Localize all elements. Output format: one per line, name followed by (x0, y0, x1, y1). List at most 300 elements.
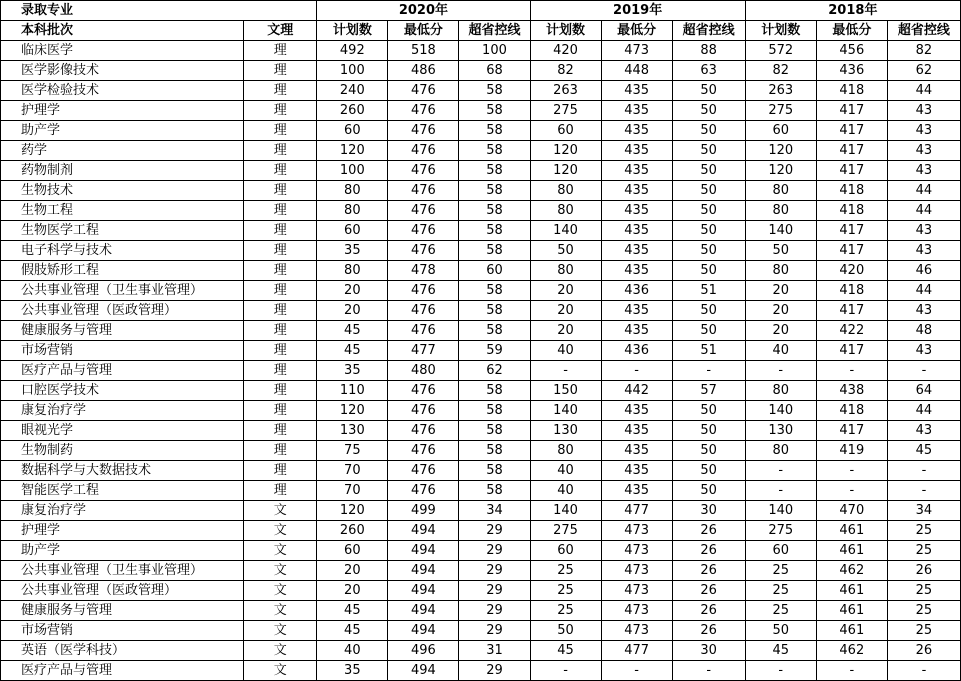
over-control-2018: 48 (887, 321, 960, 341)
plan-count-2019: 40 (530, 341, 601, 361)
min-score-2019: 435 (601, 201, 672, 221)
plan-count-2020: 75 (317, 441, 388, 461)
min-score-2020: 476 (388, 321, 459, 341)
min-score-header-2020: 最低分 (388, 21, 459, 41)
over-control-2018: 43 (887, 341, 960, 361)
plan-count-2018: 140 (745, 401, 816, 421)
plan-count-2020: 100 (317, 161, 388, 181)
min-score-2019: 435 (601, 321, 672, 341)
min-score-2020: 486 (388, 61, 459, 81)
plan-count-2019: 45 (530, 641, 601, 661)
type-cell: 理 (244, 161, 317, 181)
over-control-2019: 26 (672, 521, 745, 541)
over-control-2020: 58 (459, 221, 530, 241)
min-score-2020: 499 (388, 501, 459, 521)
table-row (1, 81, 961, 101)
plan-count-2018: 120 (745, 161, 816, 181)
over-control-2020: 58 (459, 101, 530, 121)
table-body (1, 41, 961, 681)
plan-count-2018: 572 (745, 41, 816, 61)
over-control-2020: 58 (459, 141, 530, 161)
type-cell: 理 (244, 201, 317, 221)
plan-count-2020: 45 (317, 341, 388, 361)
over-control-header-2020: 超省控线 (459, 21, 530, 41)
over-control-2018: - (887, 661, 960, 681)
type-cell: 理 (244, 481, 317, 501)
plan-count-2018: 50 (745, 621, 816, 641)
over-control-2019: 50 (672, 221, 745, 241)
plan-count-2019: 60 (530, 541, 601, 561)
min-score-2019: - (601, 361, 672, 381)
min-score-2018: 470 (816, 501, 887, 521)
table-row (1, 321, 961, 341)
plan-count-header-2018: 计划数 (745, 21, 816, 41)
plan-count-2020: 240 (317, 81, 388, 101)
type-cell: 理 (244, 341, 317, 361)
plan-count-2020: 260 (317, 521, 388, 541)
major-cell: 公共事业管理（医政管理） (1, 581, 244, 601)
plan-count-2019: 25 (530, 561, 601, 581)
table-row (1, 541, 961, 561)
plan-count-2020: 20 (317, 581, 388, 601)
plan-count-2018: 25 (745, 601, 816, 621)
over-control-2019: 50 (672, 121, 745, 141)
plan-count-2020: 120 (317, 141, 388, 161)
major-cell: 眼视光学 (1, 421, 244, 441)
min-score-2020: 494 (388, 621, 459, 641)
min-score-2019: 442 (601, 381, 672, 401)
over-control-2019: 50 (672, 301, 745, 321)
table-row (1, 661, 961, 681)
min-score-2018: 456 (816, 41, 887, 61)
plan-count-2020: 40 (317, 641, 388, 661)
table-row (1, 441, 961, 461)
major-cell: 数据科学与大数据技术 (1, 461, 244, 481)
min-score-2018: 422 (816, 321, 887, 341)
plan-count-2019: 80 (530, 441, 601, 461)
min-score-2018: 418 (816, 281, 887, 301)
over-control-2019: 88 (672, 41, 745, 61)
type-cell: 文 (244, 581, 317, 601)
over-control-2020: 58 (459, 321, 530, 341)
type-cell: 理 (244, 81, 317, 101)
table-row (1, 101, 961, 121)
over-control-2019: 50 (672, 181, 745, 201)
over-control-2018: 26 (887, 641, 960, 661)
min-score-2019: 473 (601, 541, 672, 561)
min-score-2019: 435 (601, 101, 672, 121)
plan-count-2018: 80 (745, 261, 816, 281)
plan-count-2020: 35 (317, 361, 388, 381)
min-score-2019: - (601, 661, 672, 681)
min-score-2018: 462 (816, 561, 887, 581)
min-score-2018: 462 (816, 641, 887, 661)
min-score-2019: 435 (601, 121, 672, 141)
over-control-2018: 25 (887, 621, 960, 641)
over-control-2019: 50 (672, 161, 745, 181)
min-score-2019: 473 (601, 601, 672, 621)
min-score-2018: 461 (816, 521, 887, 541)
type-cell: 理 (244, 141, 317, 161)
over-control-2018: 43 (887, 101, 960, 121)
over-control-2019: 30 (672, 641, 745, 661)
over-control-2020: 58 (459, 301, 530, 321)
over-control-2020: 58 (459, 81, 530, 101)
table-row (1, 161, 961, 181)
min-score-2020: 494 (388, 561, 459, 581)
type-cell: 文 (244, 521, 317, 541)
over-control-2018: 43 (887, 121, 960, 141)
min-score-2018: 417 (816, 121, 887, 141)
min-score-2020: 477 (388, 341, 459, 361)
over-control-2020: 29 (459, 621, 530, 641)
min-score-2020: 494 (388, 521, 459, 541)
min-score-2019: 435 (601, 421, 672, 441)
plan-count-2020: 120 (317, 401, 388, 421)
plan-count-2018: 60 (745, 541, 816, 561)
over-control-2020: 58 (459, 241, 530, 261)
type-cell: 文 (244, 601, 317, 621)
over-control-2020: 68 (459, 61, 530, 81)
min-score-2018: 461 (816, 541, 887, 561)
over-control-2019: 50 (672, 241, 745, 261)
major-cell: 公共事业管理（医政管理） (1, 301, 244, 321)
table-row (1, 461, 961, 481)
plan-count-2020: 20 (317, 301, 388, 321)
over-control-2020: 29 (459, 541, 530, 561)
plan-count-2019: 20 (530, 281, 601, 301)
plan-count-2018: - (745, 481, 816, 501)
min-score-2018: 417 (816, 161, 887, 181)
plan-count-2020: 260 (317, 101, 388, 121)
plan-count-2018: 80 (745, 381, 816, 401)
over-control-2018: 34 (887, 501, 960, 521)
min-score-2019: 448 (601, 61, 672, 81)
table-row (1, 181, 961, 201)
table-row (1, 201, 961, 221)
over-control-2020: 60 (459, 261, 530, 281)
plan-count-2019: 20 (530, 301, 601, 321)
min-score-2020: 476 (388, 241, 459, 261)
major-cell: 药学 (1, 141, 244, 161)
table-row (1, 421, 961, 441)
plan-count-2019: 140 (530, 501, 601, 521)
over-control-2020: 58 (459, 401, 530, 421)
over-control-2019: 63 (672, 61, 745, 81)
min-score-2019: 477 (601, 501, 672, 521)
over-control-2020: 59 (459, 341, 530, 361)
min-score-2018: 417 (816, 301, 887, 321)
min-score-2019: 435 (601, 301, 672, 321)
type-header: 文理 (244, 21, 317, 41)
type-cell: 理 (244, 321, 317, 341)
table-row (1, 61, 961, 81)
plan-count-2019: 80 (530, 181, 601, 201)
major-cell: 生物工程 (1, 201, 244, 221)
over-control-2018: 46 (887, 261, 960, 281)
over-control-2019: 50 (672, 261, 745, 281)
over-control-2019: 50 (672, 81, 745, 101)
table-row (1, 41, 961, 61)
type-cell: 理 (244, 221, 317, 241)
min-score-2020: 476 (388, 181, 459, 201)
over-control-2018: 45 (887, 441, 960, 461)
over-control-2020: 58 (459, 381, 530, 401)
over-control-2018: 43 (887, 241, 960, 261)
min-score-2019: 435 (601, 81, 672, 101)
over-control-2020: 29 (459, 581, 530, 601)
over-control-2018: 44 (887, 81, 960, 101)
min-score-2020: 476 (388, 401, 459, 421)
over-control-2019: 50 (672, 101, 745, 121)
over-control-2018: 26 (887, 561, 960, 581)
min-score-2018: 417 (816, 341, 887, 361)
type-cell: 理 (244, 361, 317, 381)
over-control-2019: 26 (672, 621, 745, 641)
over-control-2018: 43 (887, 141, 960, 161)
over-control-2019: 57 (672, 381, 745, 401)
over-control-2018: - (887, 361, 960, 381)
min-score-2019: 435 (601, 441, 672, 461)
plan-count-2019: 275 (530, 521, 601, 541)
over-control-2019: 51 (672, 341, 745, 361)
type-cell: 理 (244, 401, 317, 421)
min-score-2020: 478 (388, 261, 459, 281)
min-score-2018: 438 (816, 381, 887, 401)
major-cell: 假肢矫形工程 (1, 261, 244, 281)
type-cell: 文 (244, 621, 317, 641)
min-score-2018: 436 (816, 61, 887, 81)
plan-count-2018: 130 (745, 421, 816, 441)
min-score-2020: 494 (388, 661, 459, 681)
plan-count-2018: 20 (745, 301, 816, 321)
plan-count-2020: 20 (317, 281, 388, 301)
over-control-header-2018: 超省控线 (887, 21, 960, 41)
table-row (1, 581, 961, 601)
plan-count-2018: 140 (745, 221, 816, 241)
year-2018-header: 2018年 (745, 1, 960, 21)
year-2019-header: 2019年 (530, 1, 745, 21)
over-control-2018: 44 (887, 281, 960, 301)
plan-count-2020: 80 (317, 181, 388, 201)
plan-count-2019: 120 (530, 161, 601, 181)
type-cell: 理 (244, 301, 317, 321)
plan-count-2019: 40 (530, 461, 601, 481)
min-score-2019: 436 (601, 281, 672, 301)
over-control-2019: - (672, 361, 745, 381)
min-score-2019: 473 (601, 561, 672, 581)
table-row (1, 501, 961, 521)
type-cell: 文 (244, 661, 317, 681)
min-score-2019: 435 (601, 241, 672, 261)
plan-count-2018: 80 (745, 441, 816, 461)
over-control-2018: 44 (887, 201, 960, 221)
min-score-2018: - (816, 361, 887, 381)
major-header: 录取专业 (1, 1, 317, 21)
over-control-2020: 58 (459, 421, 530, 441)
over-control-2018: 25 (887, 581, 960, 601)
plan-count-2019: 420 (530, 41, 601, 61)
min-score-2020: 476 (388, 81, 459, 101)
over-control-2019: 26 (672, 601, 745, 621)
min-score-2020: 518 (388, 41, 459, 61)
type-cell: 理 (244, 101, 317, 121)
min-score-2018: 418 (816, 81, 887, 101)
min-score-2020: 476 (388, 421, 459, 441)
major-cell: 康复治疗学 (1, 501, 244, 521)
min-score-2019: 435 (601, 481, 672, 501)
over-control-2018: 25 (887, 541, 960, 561)
min-score-2019: 473 (601, 581, 672, 601)
plan-count-2020: 110 (317, 381, 388, 401)
over-control-2018: 44 (887, 401, 960, 421)
over-control-2018: 25 (887, 521, 960, 541)
min-score-2018: - (816, 661, 887, 681)
over-control-2020: 29 (459, 521, 530, 541)
min-score-2019: 435 (601, 161, 672, 181)
plan-count-2019: 80 (530, 201, 601, 221)
table-row (1, 601, 961, 621)
header-row-years (1, 1, 961, 21)
plan-count-2020: 80 (317, 261, 388, 281)
over-control-2019: 26 (672, 541, 745, 561)
type-cell: 文 (244, 541, 317, 561)
plan-count-2018: - (745, 461, 816, 481)
over-control-2018: 64 (887, 381, 960, 401)
plan-count-2019: 120 (530, 141, 601, 161)
plan-count-2020: 45 (317, 321, 388, 341)
over-control-2018: 43 (887, 301, 960, 321)
type-cell: 理 (244, 281, 317, 301)
plan-count-2020: 70 (317, 481, 388, 501)
plan-count-2018: - (745, 661, 816, 681)
plan-count-2019: 60 (530, 121, 601, 141)
min-score-2020: 476 (388, 481, 459, 501)
plan-count-2018: 25 (745, 561, 816, 581)
plan-count-2020: 130 (317, 421, 388, 441)
plan-count-2019: 50 (530, 621, 601, 641)
major-cell: 电子科学与技术 (1, 241, 244, 261)
over-control-2018: 43 (887, 421, 960, 441)
table-row (1, 281, 961, 301)
plan-count-2020: 70 (317, 461, 388, 481)
major-cell: 医疗产品与管理 (1, 661, 244, 681)
min-score-2020: 480 (388, 361, 459, 381)
major-cell: 助产学 (1, 541, 244, 561)
major-cell: 药物制剂 (1, 161, 244, 181)
type-cell: 理 (244, 41, 317, 61)
min-score-2018: 419 (816, 441, 887, 461)
plan-count-2020: 45 (317, 601, 388, 621)
min-score-2020: 494 (388, 601, 459, 621)
major-cell: 智能医学工程 (1, 481, 244, 501)
over-control-header-2019: 超省控线 (672, 21, 745, 41)
plan-count-2019: 50 (530, 241, 601, 261)
major-cell: 市场营销 (1, 341, 244, 361)
type-cell: 理 (244, 441, 317, 461)
table-row (1, 341, 961, 361)
over-control-2019: 50 (672, 461, 745, 481)
table-row (1, 261, 961, 281)
major-cell: 生物医学工程 (1, 221, 244, 241)
table-row (1, 621, 961, 641)
type-cell: 理 (244, 421, 317, 441)
type-cell: 理 (244, 61, 317, 81)
min-score-2018: - (816, 461, 887, 481)
over-control-2019: 50 (672, 201, 745, 221)
min-score-header-2018: 最低分 (816, 21, 887, 41)
type-cell: 理 (244, 241, 317, 261)
over-control-2018: 25 (887, 601, 960, 621)
min-score-2020: 476 (388, 461, 459, 481)
over-control-2018: 82 (887, 41, 960, 61)
table-row (1, 221, 961, 241)
plan-count-2018: 263 (745, 81, 816, 101)
plan-count-2018: 82 (745, 61, 816, 81)
plan-count-2020: 492 (317, 41, 388, 61)
plan-count-2018: 45 (745, 641, 816, 661)
over-control-2020: 31 (459, 641, 530, 661)
table-row (1, 241, 961, 261)
plan-count-2019: 140 (530, 401, 601, 421)
batch-header: 本科批次 (1, 21, 244, 41)
major-cell: 生物制药 (1, 441, 244, 461)
table-row (1, 301, 961, 321)
plan-count-2020: 100 (317, 61, 388, 81)
major-cell: 医学检验技术 (1, 81, 244, 101)
min-score-2018: 417 (816, 221, 887, 241)
type-cell: 理 (244, 381, 317, 401)
plan-count-2020: 60 (317, 541, 388, 561)
plan-count-2018: 60 (745, 121, 816, 141)
min-score-2018: 418 (816, 201, 887, 221)
min-score-2019: 435 (601, 261, 672, 281)
plan-count-header-2019: 计划数 (530, 21, 601, 41)
min-score-2020: 476 (388, 161, 459, 181)
over-control-2020: 58 (459, 481, 530, 501)
plan-count-2019: 82 (530, 61, 601, 81)
min-score-2020: 476 (388, 221, 459, 241)
table-row (1, 141, 961, 161)
min-score-header-2019: 最低分 (601, 21, 672, 41)
plan-count-2018: 275 (745, 101, 816, 121)
plan-count-2020: 120 (317, 501, 388, 521)
over-control-2020: 58 (459, 201, 530, 221)
over-control-2020: 34 (459, 501, 530, 521)
plan-count-2018: 140 (745, 501, 816, 521)
plan-count-2018: 275 (745, 521, 816, 541)
min-score-2019: 473 (601, 521, 672, 541)
min-score-2018: 420 (816, 261, 887, 281)
plan-count-2019: 150 (530, 381, 601, 401)
plan-count-2018: 80 (745, 181, 816, 201)
major-cell: 口腔医学技术 (1, 381, 244, 401)
major-cell: 英语（医学科技） (1, 641, 244, 661)
major-cell: 市场营销 (1, 621, 244, 641)
major-cell: 公共事业管理（卫生事业管理） (1, 561, 244, 581)
min-score-2019: 435 (601, 181, 672, 201)
over-control-2019: 26 (672, 561, 745, 581)
over-control-2019: - (672, 661, 745, 681)
plan-count-2020: 60 (317, 121, 388, 141)
min-score-2019: 436 (601, 341, 672, 361)
plan-count-2019: 263 (530, 81, 601, 101)
table-row (1, 561, 961, 581)
min-score-2020: 476 (388, 441, 459, 461)
plan-count-2018: 25 (745, 581, 816, 601)
over-control-2019: 50 (672, 321, 745, 341)
min-score-2020: 476 (388, 281, 459, 301)
